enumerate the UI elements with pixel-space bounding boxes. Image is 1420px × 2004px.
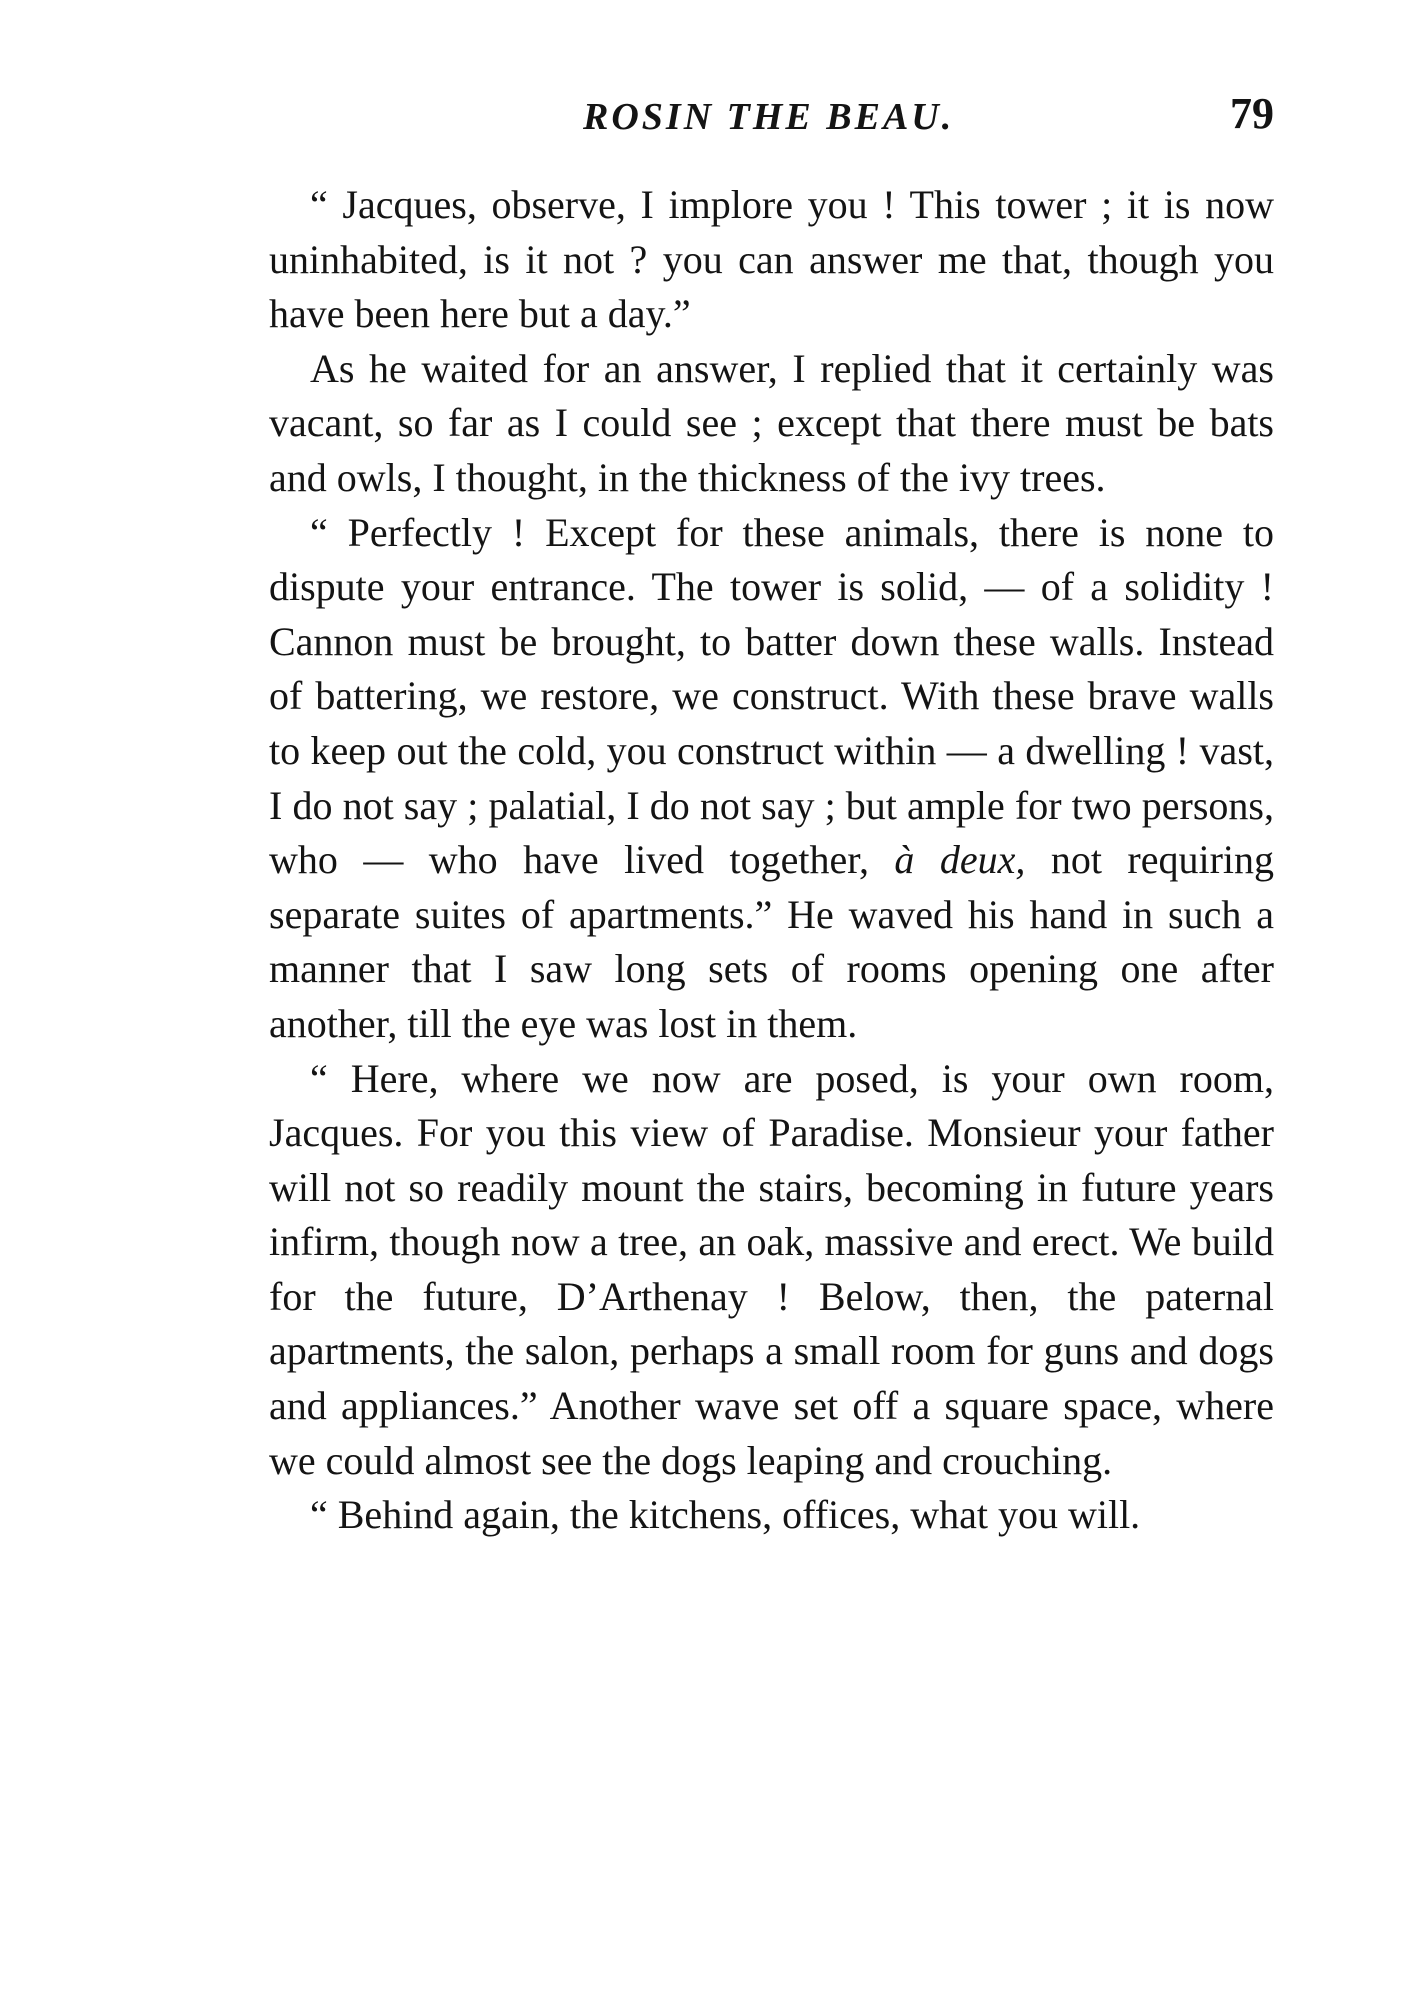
paragraph-3: [269, 506, 1274, 1052]
paragraph-4: “ Here, where we now are posed, is your own room, Jacques. For you this view of Paradise. Monsieur your father will not so readily mount the stairs, becoming in future years infirm, though now a tree, an oak, massive and erect. We build for the future, D’Arthenay ! Below, then, the paternal apartments, the salon, perhaps a small room for guns and dogs and appliances.” Another wave set off a square space, where we could almost see the dogs leaping and crouching.: [269, 1055, 1274, 1483]
paragraph-5: “ Behind again, the kitchens, offices, what you will.: [310, 1492, 1141, 1538]
paragraph-1: “ Jacques, observe, I implore you ! This tower ; it is now uninhabited, is it not ? you can answer me that, though you have been here but a day.”: [269, 182, 1274, 337]
page-number: 79: [1230, 89, 1274, 138]
italic-phrase: à deux,: [894, 837, 1026, 883]
paragraph-3-text-b: not requiring separate suites of apartments.” He waved his hand in such a manner that I saw long sets of rooms opening one after another, till the eye was lost in them.: [269, 837, 1275, 1046]
running-title: ROSIN THE BEAU.: [583, 96, 955, 138]
paragraph-3-text-a: “ Perfectly ! Except for these animals, there is none to dispute your entrance. The tower is solid, — of a solidity ! Cannon must be brought, to batter down these walls. Instead of battering, we restore, we construct. With these brave walls to keep out the cold, you construct within — a dwelling ! vast, I do not say ; palatial, I do not say ; but ample for two persons, who — who have lived together,: [269, 509, 1274, 883]
paragraph-2: As he waited for an answer, I replied that it certainly was vacant, so far as I could see ; except that there must be bats and owls, I thought, in the thickness of the ivy trees.: [269, 345, 1274, 500]
body-text: [269, 178, 1274, 1543]
